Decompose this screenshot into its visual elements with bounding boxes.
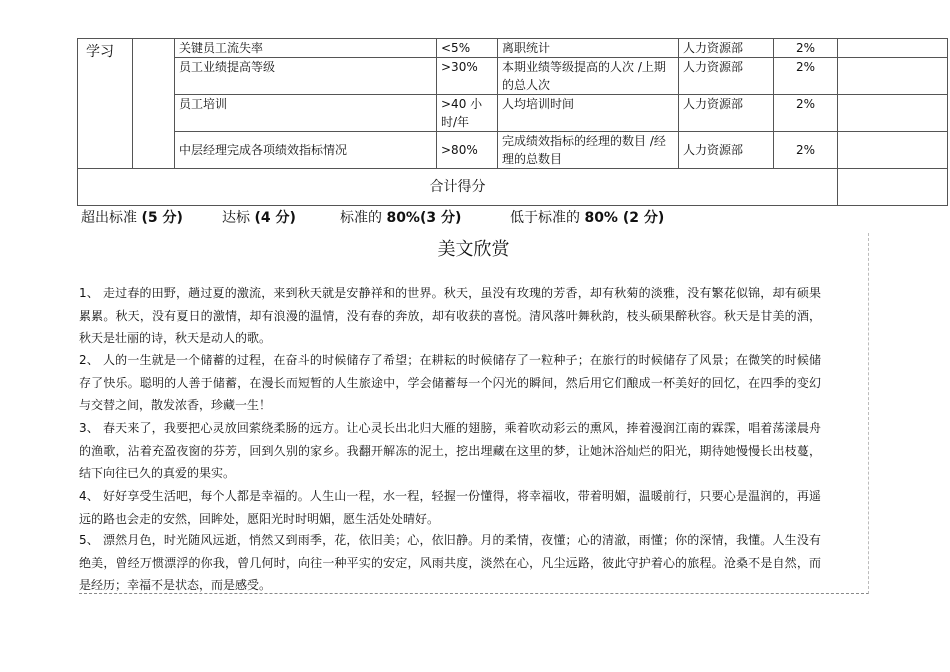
legend-meet bbox=[222, 207, 296, 227]
legend-score: (4 分) bbox=[254, 210, 296, 226]
table-row bbox=[78, 95, 948, 132]
target-cell: >80% bbox=[437, 132, 498, 169]
indicator-cell: 中层经理完成各项绩效指标情况 bbox=[175, 132, 437, 169]
legend-standard bbox=[340, 207, 461, 227]
source-cell: 本期业绩等级提高的人次 /上期的总人次 bbox=[498, 58, 679, 95]
score-cell bbox=[838, 132, 948, 169]
score-cell bbox=[838, 95, 948, 132]
score-cell bbox=[838, 39, 948, 58]
essay-paragraph: 3、 春天来了，我要把心灵放回萦绕柔肠的远方。让心灵长出北归大雁的翅膀，乘着吹动彩云的熏风，捧着漫润江南的霖霂，唱着荡漾晨舟的渔歌，沾着充盈夜窗的芬芳，回到久别的家乡。我翻开解冻的泥土，挖出埋藏在这里的梦，让她沐浴灿烂的阳光，期待她慢慢长出枝蔓，结下向往已久的真爱的果实。 bbox=[79, 421, 821, 480]
legend-label: 低于标准的 bbox=[510, 210, 585, 226]
dept-cell: 人力资源部 bbox=[679, 58, 774, 95]
legend-score: 80% (2 分) bbox=[584, 210, 665, 226]
legend-label: 标准的 bbox=[340, 210, 387, 226]
table-row bbox=[78, 132, 948, 169]
essay-title: 美文欣赏 bbox=[437, 239, 510, 260]
legend-score: 80%(3 分) bbox=[386, 210, 462, 226]
source-cell: 完成绩效指标的经理的数目 /经理的总数目 bbox=[498, 132, 679, 169]
weight-cell: 2% bbox=[774, 39, 838, 58]
source-cell: 离职统计 bbox=[498, 39, 679, 58]
essay-paragraph: 4、 好好享受生活吧，每个人都是幸福的。人生山一程，水一程，轻握一份懂得，将幸福收，带着明媚，温暖前行，只要心是温润的，再遥远的路也会走的安然，回眸处，愿阳光时时明媚，愿生活处处晴好。 bbox=[79, 489, 821, 526]
weight-cell: 2% bbox=[774, 132, 838, 169]
total-row bbox=[78, 169, 948, 206]
weight-cell: 2% bbox=[774, 95, 838, 132]
legend-score: (5 分) bbox=[141, 210, 183, 226]
essay-paragraph: 1、 走过春的田野，趟过夏的激流，来到秋天就是安静祥和的世界。秋天，虽没有玫瑰的芳香，却有秋菊的淡雅，没有繁花似锦，却有硕果累累。秋天，没有夏日的激情，却有浪漫的温情，没有春的奔放，却有收获的喜悦。清风落叶舞秋韵，枝头硕果醉秋容。秋天是甘美的酒，秋天是壮丽的诗，秋天是动人的歌。 bbox=[79, 286, 821, 345]
legend-below bbox=[510, 207, 664, 227]
target-cell: <5% bbox=[437, 39, 498, 58]
legend-label: 超出标准 bbox=[81, 210, 142, 226]
target-cell: >40 小时/年 bbox=[437, 95, 498, 132]
category-cell: 学习 bbox=[78, 39, 133, 169]
indicator-cell: 员工业绩提高等级 bbox=[175, 58, 437, 95]
dept-cell: 人力资源部 bbox=[679, 132, 774, 169]
source-cell: 人均培训时间 bbox=[498, 95, 679, 132]
kpi-table bbox=[77, 38, 948, 206]
score-cell bbox=[838, 58, 948, 95]
essay-section bbox=[79, 233, 869, 594]
legend-exceed bbox=[81, 207, 183, 227]
indicator-cell: 员工培训 bbox=[175, 95, 437, 132]
indicator-cell: 关键员工流失率 bbox=[175, 39, 437, 58]
target-cell: >30% bbox=[437, 58, 498, 95]
essay-paragraph: 2、 人的一生就是一个储蓄的过程，在奋斗的时候储存了希望；在耕耘的时候储存了一粒种子；在旅行的时候储存了风景；在微笑的时候储存了快乐。聪明的人善于储蓄，在漫长而短暂的人生旅途中，学会储蓄每一个闪光的瞬间，然后用它们酿成一杯美好的回忆，在四季的变幻与交替之间，散发浓香，珍藏一生！ bbox=[79, 353, 821, 412]
legend-label: 达标 bbox=[222, 210, 255, 226]
dept-cell: 人力资源部 bbox=[679, 39, 774, 58]
weight-cell: 2% bbox=[774, 58, 838, 95]
empty-cell bbox=[133, 39, 175, 169]
essay-paragraph: 5、 漂然月色，时光随风远逝，悄然又到雨季，花，依旧美；心，依旧静。月的柔情，夜懂；心的清澈，雨懂；你的深情，我懂。人生没有绝美，曾经万惯漂浮的你我，曾几何时，向往一种平实的安定，风雨共度，淡然在心，凡尘远路，彼此守护着心的旅程。沧桑不是自然，而是经历；幸福不是状态，而是感受。 bbox=[79, 533, 821, 592]
total-label: 合计得分 bbox=[78, 169, 838, 206]
total-score-cell bbox=[838, 169, 948, 206]
table-row bbox=[78, 58, 948, 95]
dept-cell: 人力资源部 bbox=[679, 95, 774, 132]
table-row bbox=[78, 39, 948, 58]
